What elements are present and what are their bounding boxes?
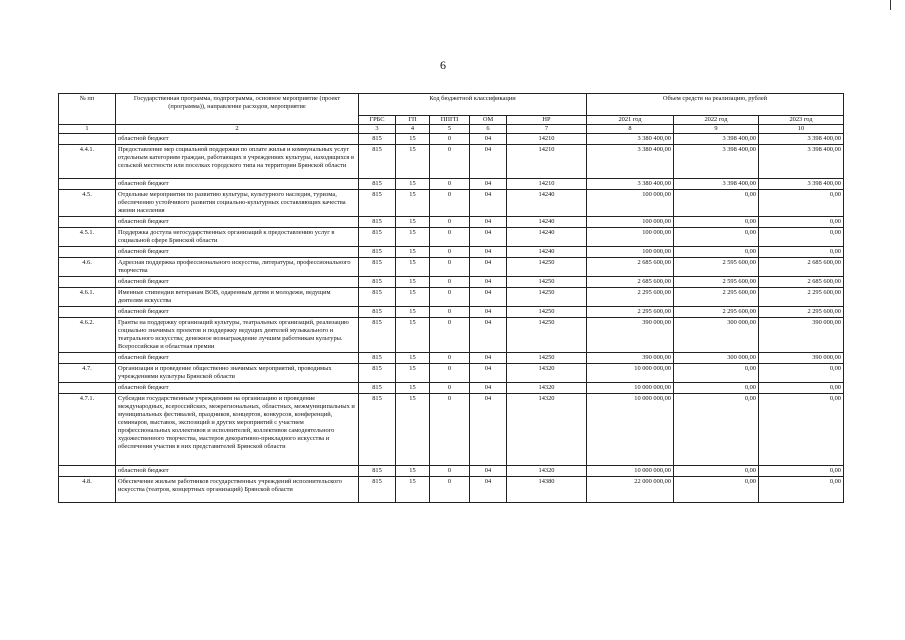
cell-gp: 15	[396, 466, 430, 477]
cell-2023: 0,00	[759, 228, 844, 247]
col-number: 3	[359, 125, 396, 134]
cell-title: Именные стипендии ветеранам ВОВ, одаренным детям и молодежи, ведущим деятелям искусства	[116, 288, 359, 307]
table-row	[59, 258, 844, 277]
cell-2021: 100 000,00	[587, 247, 674, 258]
cell-ppgp: 0	[430, 364, 470, 383]
cell-np: 14380	[507, 477, 587, 503]
cell-num: 4.8.	[59, 477, 116, 503]
cell-ppgp: 0	[430, 134, 470, 145]
cell-om: 04	[470, 228, 507, 247]
cell-2021: 2 685 600,00	[587, 277, 674, 288]
cell-title: Субсидии государственным учреждениям на организацию и проведение международных, всероссийских, межрегиональных, областных, межмуниципальных и муниципальных фестивалей, праздников, концертов, конкурсов, конференций, семинаров, выставок, экспозиций и других мероприятий с участием профессиональных коллективов и исполнителей, коллективов самодеятельного художественного творчества, мастеров декоративно-прикладного искусства и обеспечения участия в них представителей Брянской области	[116, 394, 359, 466]
cell-num: 4.7.	[59, 364, 116, 383]
cell-title: Поддержка доступа негосударственных организаций к предоставлению услуг в социальной сфере Брянской области	[116, 228, 359, 247]
cell-2023: 0,00	[759, 364, 844, 383]
cell-2021: 10 000 000,00	[587, 394, 674, 466]
cell-2023: 3 398 400,00	[759, 134, 844, 145]
table-body	[59, 134, 844, 503]
header-om: ОМ	[470, 116, 507, 125]
cell-2021: 2 295 600,00	[587, 288, 674, 307]
cell-ppgp: 0	[430, 477, 470, 503]
cell-title: областной бюджет	[116, 179, 359, 190]
cell-2021: 3 380 400,00	[587, 134, 674, 145]
cell-grbs: 815	[359, 217, 396, 228]
cell-np: 14210	[507, 145, 587, 179]
table-row	[59, 145, 844, 179]
cell-2023: 3 398 400,00	[759, 145, 844, 179]
cell-om: 04	[470, 247, 507, 258]
cell-grbs: 815	[359, 318, 396, 353]
table-row	[59, 247, 844, 258]
cell-2021: 10 000 000,00	[587, 466, 674, 477]
cell-title: областной бюджет	[116, 353, 359, 364]
cell-grbs: 815	[359, 353, 396, 364]
cell-2022: 0,00	[674, 364, 759, 383]
cell-np: 14320	[507, 383, 587, 394]
cell-gp: 15	[396, 364, 430, 383]
cell-title: областной бюджет	[116, 307, 359, 318]
cell-np: 14320	[507, 364, 587, 383]
header-title: Государственная программа, подпрограмма, основное мероприятие (проект (программа)), направление расходов, мероприятие	[116, 94, 359, 125]
cell-om: 04	[470, 288, 507, 307]
cell-om: 04	[470, 394, 507, 466]
cell-ppgp: 0	[430, 383, 470, 394]
cell-om: 04	[470, 145, 507, 179]
cell-2021: 390 000,00	[587, 318, 674, 353]
cell-grbs: 815	[359, 466, 396, 477]
header-2023: 2023 год	[759, 116, 844, 125]
cell-np: 14250	[507, 353, 587, 364]
cell-title: областной бюджет	[116, 247, 359, 258]
cell-grbs: 815	[359, 288, 396, 307]
cell-title: областной бюджет	[116, 134, 359, 145]
cell-gp: 15	[396, 477, 430, 503]
cell-2021: 390 000,00	[587, 353, 674, 364]
col-number: 10	[759, 125, 844, 134]
cell-om: 04	[470, 466, 507, 477]
cell-2022: 3 398 400,00	[674, 179, 759, 190]
cell-2022: 0,00	[674, 383, 759, 394]
cell-np: 14250	[507, 277, 587, 288]
header-code-group: Код бюджетной классификации	[359, 94, 587, 116]
cell-om: 04	[470, 190, 507, 217]
cell-grbs: 815	[359, 277, 396, 288]
cell-ppgp: 0	[430, 247, 470, 258]
budget-table	[58, 93, 844, 503]
col-number: 7	[507, 125, 587, 134]
cell-2022: 3 398 400,00	[674, 145, 759, 179]
table-row	[59, 383, 844, 394]
cell-title: областной бюджет	[116, 466, 359, 477]
cell-np: 14240	[507, 217, 587, 228]
page-edge-mark	[890, 0, 891, 10]
cell-grbs: 815	[359, 179, 396, 190]
cell-2021: 100 000,00	[587, 228, 674, 247]
cell-ppgp: 0	[430, 145, 470, 179]
header-gp: ГП	[396, 116, 430, 125]
cell-title: Обеспечение жильем работников государственных учреждений исполнительского искусства (театров, концертных организаций) Брянской области	[116, 477, 359, 503]
cell-ppgp: 0	[430, 217, 470, 228]
cell-np: 14250	[507, 318, 587, 353]
col-number: 6	[470, 125, 507, 134]
cell-2023: 0,00	[759, 247, 844, 258]
cell-num	[59, 247, 116, 258]
cell-gp: 15	[396, 353, 430, 364]
table-row	[59, 394, 844, 466]
cell-2022: 2 295 600,00	[674, 307, 759, 318]
cell-np: 14250	[507, 307, 587, 318]
cell-np: 14240	[507, 190, 587, 217]
cell-grbs: 815	[359, 477, 396, 503]
cell-om: 04	[470, 217, 507, 228]
cell-num: 4.5.	[59, 190, 116, 217]
cell-np: 14240	[507, 247, 587, 258]
cell-num	[59, 466, 116, 477]
cell-om: 04	[470, 364, 507, 383]
cell-om: 04	[470, 353, 507, 364]
table-row	[59, 307, 844, 318]
cell-np: 14240	[507, 228, 587, 247]
page-number: 6	[440, 58, 446, 72]
table-row	[59, 364, 844, 383]
cell-ppgp: 0	[430, 228, 470, 247]
cell-num: 4.6.2.	[59, 318, 116, 353]
cell-2022: 0,00	[674, 477, 759, 503]
col-number: 2	[116, 125, 359, 134]
cell-gp: 15	[396, 277, 430, 288]
column-number-row	[59, 125, 844, 134]
cell-gp: 15	[396, 383, 430, 394]
cell-num	[59, 217, 116, 228]
cell-ppgp: 0	[430, 318, 470, 353]
cell-ppgp: 0	[430, 288, 470, 307]
table-row	[59, 477, 844, 503]
header-grbs: ГРБС	[359, 116, 396, 125]
cell-num	[59, 179, 116, 190]
table-row	[59, 228, 844, 247]
cell-2023: 390 000,00	[759, 353, 844, 364]
cell-2023: 0,00	[759, 217, 844, 228]
header-2021: 2021 год	[587, 116, 674, 125]
cell-gp: 15	[396, 228, 430, 247]
cell-grbs: 815	[359, 145, 396, 179]
cell-num	[59, 383, 116, 394]
cell-gp: 15	[396, 217, 430, 228]
col-number: 1	[59, 125, 116, 134]
cell-num: 4.5.1.	[59, 228, 116, 247]
table-row	[59, 217, 844, 228]
cell-2021: 10 000 000,00	[587, 364, 674, 383]
cell-np: 14250	[507, 258, 587, 277]
cell-2022: 0,00	[674, 247, 759, 258]
header-amount-group: Объем средств на реализацию, рублей	[587, 94, 844, 116]
cell-2023: 2 295 600,00	[759, 307, 844, 318]
cell-gp: 15	[396, 247, 430, 258]
table-row	[59, 134, 844, 145]
cell-np: 14210	[507, 179, 587, 190]
cell-2022: 0,00	[674, 228, 759, 247]
cell-grbs: 815	[359, 258, 396, 277]
cell-title: Отдельные мероприятия по развитию культуры, культурного наследия, туризма, обеспечению устойчивого развития социально-культурных составляющих качества жизни населения	[116, 190, 359, 217]
cell-grbs: 815	[359, 394, 396, 466]
cell-2022: 2 595 600,00	[674, 277, 759, 288]
cell-num	[59, 353, 116, 364]
cell-title: Организация и проведение общественно значимых мероприятий, проводимых учреждениями культуры Брянской области	[116, 364, 359, 383]
cell-2021: 10 000 000,00	[587, 383, 674, 394]
cell-num	[59, 307, 116, 318]
col-number: 4	[396, 125, 430, 134]
cell-2023: 0,00	[759, 466, 844, 477]
cell-grbs: 815	[359, 134, 396, 145]
cell-2023: 0,00	[759, 477, 844, 503]
cell-2023: 390 000,00	[759, 318, 844, 353]
cell-om: 04	[470, 307, 507, 318]
cell-num: 4.4.1.	[59, 145, 116, 179]
cell-num	[59, 277, 116, 288]
cell-2021: 22 000 000,00	[587, 477, 674, 503]
cell-title: областной бюджет	[116, 217, 359, 228]
cell-gp: 15	[396, 394, 430, 466]
cell-2021: 2 685 600,00	[587, 258, 674, 277]
cell-np: 14210	[507, 134, 587, 145]
cell-2022: 300 000,00	[674, 318, 759, 353]
cell-2022: 2 595 600,00	[674, 258, 759, 277]
cell-grbs: 815	[359, 247, 396, 258]
cell-grbs: 815	[359, 190, 396, 217]
cell-2022: 300 000,00	[674, 353, 759, 364]
cell-2023: 0,00	[759, 394, 844, 466]
table-row	[59, 288, 844, 307]
cell-om: 04	[470, 383, 507, 394]
header-num: № пп	[59, 94, 116, 125]
cell-title: Гранты на поддержку организаций культуры, театральных организаций, реализацию социально значимых проектов и поддержку ведущих деятелей музыкального и театрального искусства; денежное вознаграждение лучшим работникам культуры. Всероссийская и областная премии	[116, 318, 359, 353]
cell-ppgp: 0	[430, 190, 470, 217]
cell-num: 4.7.1.	[59, 394, 116, 466]
cell-gp: 15	[396, 190, 430, 217]
cell-2022: 0,00	[674, 394, 759, 466]
cell-2023: 2 685 600,00	[759, 258, 844, 277]
cell-2021: 3 380 400,00	[587, 145, 674, 179]
cell-2022: 3 398 400,00	[674, 134, 759, 145]
cell-2021: 2 295 600,00	[587, 307, 674, 318]
cell-2021: 3 380 400,00	[587, 179, 674, 190]
cell-grbs: 815	[359, 307, 396, 318]
table-row	[59, 190, 844, 217]
cell-ppgp: 0	[430, 466, 470, 477]
col-number: 9	[674, 125, 759, 134]
cell-om: 04	[470, 179, 507, 190]
cell-num: 4.6.1.	[59, 288, 116, 307]
cell-2021: 100 000,00	[587, 190, 674, 217]
cell-2022: 0,00	[674, 217, 759, 228]
cell-2021: 100 000,00	[587, 217, 674, 228]
table-row	[59, 318, 844, 353]
cell-ppgp: 0	[430, 258, 470, 277]
table-row	[59, 353, 844, 364]
col-number: 5	[430, 125, 470, 134]
cell-om: 04	[470, 258, 507, 277]
cell-title: областной бюджет	[116, 277, 359, 288]
table-row	[59, 466, 844, 477]
cell-num: 4.6.	[59, 258, 116, 277]
table-row	[59, 277, 844, 288]
cell-ppgp: 0	[430, 307, 470, 318]
cell-2022: 2 295 600,00	[674, 288, 759, 307]
cell-2023: 0,00	[759, 190, 844, 217]
cell-title: Предоставление мер социальной поддержки по оплате жилья и коммунальных услуг отдельным категориям граждан, работающих в учреждениях культуры, находящихся в сельской местности или поселках городского типа на территории Брянской области	[116, 145, 359, 179]
cell-gp: 15	[396, 134, 430, 145]
cell-grbs: 815	[359, 228, 396, 247]
header-np: НР	[507, 116, 587, 125]
cell-np: 14320	[507, 394, 587, 466]
cell-2023: 3 398 400,00	[759, 179, 844, 190]
cell-2023: 2 295 600,00	[759, 288, 844, 307]
cell-ppgp: 0	[430, 179, 470, 190]
cell-om: 04	[470, 477, 507, 503]
cell-ppgp: 0	[430, 353, 470, 364]
cell-grbs: 815	[359, 364, 396, 383]
cell-gp: 15	[396, 258, 430, 277]
header-2022: 2022 год	[674, 116, 759, 125]
cell-om: 04	[470, 277, 507, 288]
col-number: 8	[587, 125, 674, 134]
cell-2023: 0,00	[759, 383, 844, 394]
cell-om: 04	[470, 318, 507, 353]
cell-2022: 0,00	[674, 190, 759, 217]
cell-gp: 15	[396, 145, 430, 179]
cell-ppgp: 0	[430, 277, 470, 288]
cell-np: 14320	[507, 466, 587, 477]
cell-gp: 15	[396, 318, 430, 353]
cell-2023: 2 685 600,00	[759, 277, 844, 288]
cell-num	[59, 134, 116, 145]
cell-title: Адресная поддержка профессионального искусства, литературы, профессионального творчества	[116, 258, 359, 277]
cell-2022: 0,00	[674, 466, 759, 477]
cell-gp: 15	[396, 288, 430, 307]
header-ppgp: ППГП	[430, 116, 470, 125]
cell-np: 14250	[507, 288, 587, 307]
cell-gp: 15	[396, 179, 430, 190]
cell-title: областной бюджет	[116, 383, 359, 394]
cell-om: 04	[470, 134, 507, 145]
cell-ppgp: 0	[430, 394, 470, 466]
cell-gp: 15	[396, 307, 430, 318]
cell-grbs: 815	[359, 383, 396, 394]
table-row	[59, 179, 844, 190]
